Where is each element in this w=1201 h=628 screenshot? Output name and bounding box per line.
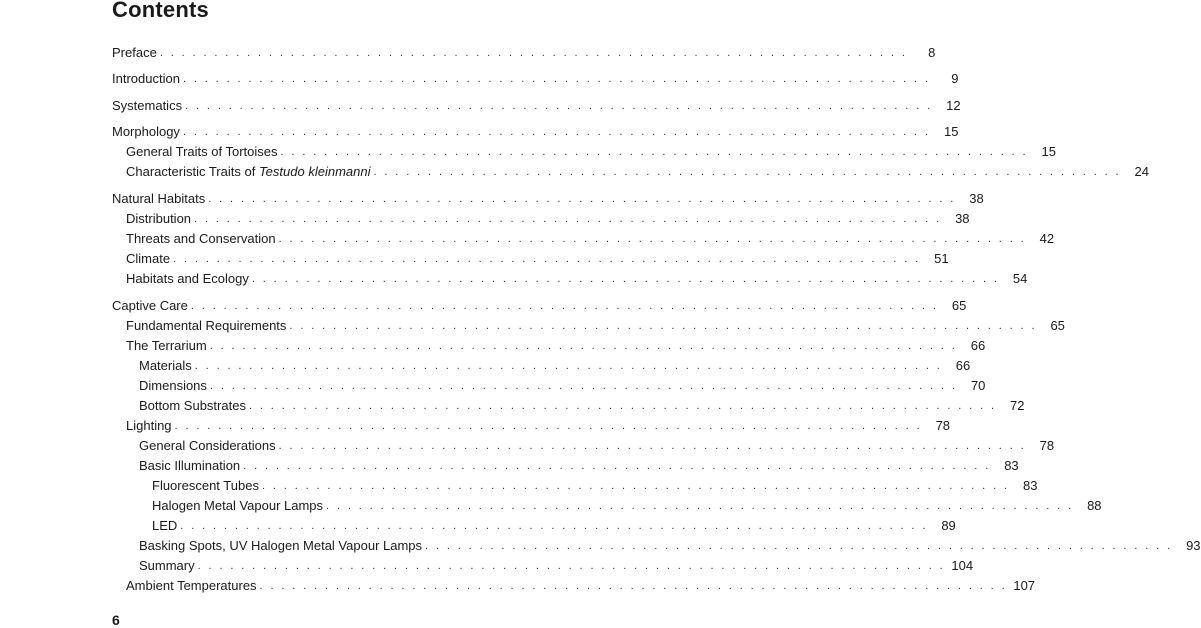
toc-entry-halogen-lamps[interactable] (152, 496, 1102, 514)
toc-entry-natural-habitats[interactable] (112, 189, 984, 207)
toc-entry-page: 42 (1039, 231, 1055, 246)
dot-leader: . . . . . . . . . . . . . . . . . . . . . . . . . . . . . . . . . . . . . . . . . . . . . . . . . . . . . . . . . . . . . . . . . . . . . (243, 460, 991, 472)
toc-entry-label: Fundamental Requirements (126, 318, 287, 333)
toc-entry-label: Climate (126, 251, 171, 266)
dot-leader: . . . . . . . . . . . . . . . . . . . . . . . . . . . . . . . . . . . . . . . . . . . . . . . . . . . . . . . . . . . . . . . . . . . . . (185, 100, 933, 112)
toc-entry-page: 15 (943, 124, 959, 139)
toc-entry-summary[interactable] (139, 556, 974, 574)
toc-entry-page: 15 (1041, 144, 1056, 159)
toc-entry-page: 83 (1022, 478, 1038, 493)
toc-entry-page: 54 (1012, 271, 1028, 286)
toc-entry-label: Preface (112, 45, 157, 60)
toc-entry-label: General Considerations (139, 438, 276, 453)
toc-entry-fundamental-requirements[interactable] (126, 316, 1065, 334)
dot-leader: . . . . . . . . . . . . . . . . . . . . . . . . . . . . . . . . . . . . . . . . . . . . . . . . . . . . . . . . . . . . . . . . . . . . . (373, 166, 1121, 178)
toc-entry-page: 66 (970, 338, 986, 353)
toc-entry-label: Bottom Substrates (139, 398, 246, 413)
toc-entry-page: 9 (951, 71, 959, 86)
toc-entry-threats[interactable] (126, 229, 1055, 247)
toc-entry-materials[interactable] (139, 356, 971, 374)
dot-leader: . . . . . . . . . . . . . . . . . . . . . . . . . . . . . . . . . . . . . . . . . . . . . . . . . . . . . . . . . . . . . . . . . . . . . (180, 520, 928, 532)
species-name: Testudo kleinmanni (258, 164, 371, 179)
toc-entry-page: 65 (1050, 318, 1065, 333)
dot-leader: . . . . . . . . . . . . . . . . . . . . . . . . . . . . . . . . . . . . . . . . . . . . . . . . . . . . . . . . . . . . . . . . . . . . . (248, 400, 997, 412)
toc-entry-page: 51 (934, 251, 949, 266)
toc-entry-basic-illumination[interactable] (139, 456, 1019, 474)
toc-entry-page: 70 (970, 378, 986, 393)
dot-leader: . . . . . . . . . . . . . . . . . . . . . . . . . . . . . . . . . . . . . . . . . . . . . . . . . . . . . . . . . . . . . . . . . . . . . (289, 320, 1037, 332)
toc-entry-ambient-temperatures[interactable] (126, 576, 1036, 594)
dot-leader: . . . . . . . . . . . . . . . . . . . . . . . . . . . . . . . . . . . . . . . . . . . . . . . . . . . . . . . . . . . . . . . . . . . . . (251, 273, 1000, 285)
toc-entry-morphology[interactable] (112, 122, 959, 140)
toc-entry-page: 104 (951, 558, 974, 573)
dot-leader: . . . . . . . . . . . . . . . . . . . . . . . . . . . . . . . . . . . . . . . . . . . . . . . . . . . . . . . . . . . . . . . . . . . . . (209, 380, 958, 392)
toc-entry-page: 78 (1039, 438, 1055, 453)
toc-entry-general-considerations[interactable] (139, 436, 1055, 454)
dot-leader: . . . . . . . . . . . . . . . . . . . . . . . . . . . . . . . . . . . . . . . . . . . . . . . . . . . . . . . . . . . . . . . . . . . . . (174, 420, 923, 432)
dot-leader: . . . . . . . . . . . . . . . . . . . . . . . . . . . . . . . . . . . . . . . . . . . . . . . . . . . . . . . . . . . . . . . . . . . . . (278, 233, 1027, 245)
toc-entry-page: 88 (1087, 498, 1102, 513)
toc-entry-page: 72 (1009, 398, 1025, 413)
dot-leader: . . . . . . . . . . . . . . . . . . . . . . . . . . . . . . . . . . . . . . . . . . . . . . . . . . . . . . . . . . . . . . . . . . . . . (194, 360, 943, 372)
toc-entry-page: 38 (969, 191, 984, 206)
toc-entry-led[interactable] (152, 516, 956, 534)
dot-leader: . . . . . . . . . . . . . . . . . . . . . . . . . . . . . . . . . . . . . . . . . . . . . . . . . . . . . . . . . . . . . . . . . . . . . (209, 340, 958, 352)
toc-entry-introduction[interactable] (112, 69, 959, 87)
dot-leader: . . . . . . . . . . . . . . . . . . . . . . . . . . . . . . . . . . . . . . . . . . . . . . . . . . . . . . . . . . . . . . . . . . . . . (182, 73, 931, 85)
toc-entry-page: 8 (928, 45, 936, 60)
toc-entry-lighting[interactable] (126, 416, 951, 434)
dot-leader: . . . . . . . . . . . . . . . . . . . . . . . . . . . . . . . . . . . . . . . . . . . . . . . . . . . . . . . . . . . . . . . . . . . . . (182, 126, 931, 138)
toc-entry-dimensions[interactable] (139, 376, 986, 394)
toc-entry-page: 78 (935, 418, 951, 433)
toc-entry-page: 93 (1186, 538, 1201, 553)
page-title: Contents (112, 0, 209, 22)
toc-entry-page: 65 (951, 298, 967, 313)
toc-entry-label: Dimensions (139, 378, 207, 393)
toc-entry-label: Summary (139, 558, 195, 573)
toc-entry-label: Introduction (112, 71, 180, 86)
toc-entry-label: General Traits of Tortoises (126, 144, 278, 159)
toc-entry-page: 107 (1013, 578, 1036, 593)
toc-entry-systematics[interactable] (112, 96, 961, 114)
toc-entry-page: 12 (946, 98, 961, 113)
dot-leader: . . . . . . . . . . . . . . . . . . . . . . . . . . . . . . . . . . . . . . . . . . . . . . . . . . . . . . . . . . . . . . . . . . . . . (190, 300, 939, 312)
toc-entry-label: LED (152, 518, 178, 533)
toc-entry-distribution[interactable] (126, 209, 970, 227)
toc-entry-label: Basking Spots, UV Halogen Metal Vapour Lamps (139, 538, 423, 553)
toc-entry-page: 89 (941, 518, 956, 533)
toc-entry-habitats-ecology[interactable] (126, 269, 1028, 287)
dot-leader: . . . . . . . . . . . . . . . . . . . . . . . . . . . . . . . . . . . . . . . . . . . . . . . . . . . . . . . . . . . . . . . . . . . . . (208, 193, 956, 205)
dot-leader: . . . . . . . . . . . . . . . . . . . . . . . . . . . . . . . . . . . . . . . . . . . . . . . . . . . . . . . . . . . . . . . . . . . . . (425, 540, 1173, 552)
toc-entry-terrarium[interactable] (126, 336, 986, 354)
toc-entry-label: The Terrarium (126, 338, 207, 353)
toc-entry-page: 66 (955, 358, 971, 373)
toc-entry-label: Halogen Metal Vapour Lamps (152, 498, 324, 513)
toc-entry-label: Threats and Conservation (126, 231, 276, 246)
dot-leader: . . . . . . . . . . . . . . . . . . . . . . . . . . . . . . . . . . . . . . . . . . . . . . . . . . . . . . . . . . . . . . . . . . . . . (194, 213, 942, 225)
toc-entry-climate[interactable] (126, 249, 949, 267)
toc-entry-general-traits[interactable] (126, 142, 1056, 160)
toc-entry-preface[interactable] (112, 43, 936, 61)
toc-entry-page: 83 (1004, 458, 1019, 473)
toc-entry-page: 38 (955, 211, 970, 226)
toc-entry-label: Fluorescent Tubes (152, 478, 259, 493)
toc-entry-label: Natural Habitats (112, 191, 206, 206)
toc-entry-label: Systematics (112, 98, 183, 113)
dot-leader: . . . . . . . . . . . . . . . . . . . . . . . . . . . . . . . . . . . . . . . . . . . . . . . . . . . . . . . . . . . . . . . . . . . . . (261, 480, 1010, 492)
dot-leader: . . . . . . . . . . . . . . . . . . . . . . . . . . . . . . . . . . . . . . . . . . . . . . . . . . . . . . . . . . . . . . . . . . . . . (278, 440, 1027, 452)
dot-leader: . . . . . . . . . . . . . . . . . . . . . . . . . . . . . . . . . . . . . . . . . . . . . . . . . . . . . . . . . . . . . . . . . . . . . (280, 146, 1028, 158)
toc-entry-label: Basic Illumination (139, 458, 241, 473)
toc-entry-label: Habitats and Ecology (126, 271, 249, 286)
page-number: 6 (112, 612, 120, 628)
toc-entry-bottom-substrates[interactable] (139, 396, 1025, 414)
toc-entry-label: Lighting (126, 418, 172, 433)
dot-leader: . . . . . . . . . . . . . . . . . . . . . . . . . . . . . . . . . . . . . . . . . . . . . . . . . . . . . . . . . . . . . . . . . . . . . (197, 560, 946, 572)
toc-entry-label: Captive Care (112, 298, 188, 313)
label-prefix: Characteristic Traits of (126, 164, 259, 179)
toc-entry-label: Materials (139, 358, 192, 373)
toc-entry-label (126, 164, 373, 180)
dot-leader: . . . . . . . . . . . . . . . . . . . . . . . . . . . . . . . . . . . . . . . . . . . . . . . . . . . . . . . . . . . . . . . . . . . . . (259, 580, 1008, 592)
dot-leader: . . . . . . . . . . . . . . . . . . . . . . . . . . . . . . . . . . . . . . . . . . . . . . . . . . . . . . . . . . . . . . . . . . . . . (173, 253, 921, 265)
toc-entry-fluorescent-tubes[interactable] (152, 476, 1038, 494)
toc-entry-label: Ambient Temperatures (126, 578, 257, 593)
toc-entry-captive-care[interactable] (112, 296, 967, 314)
toc-entry-page: 24 (1134, 164, 1149, 179)
dot-leader: . . . . . . . . . . . . . . . . . . . . . . . . . . . . . . . . . . . . . . . . . . . . . . . . . . . . . . . . . . . . . . . . . . . . . (326, 500, 1074, 512)
toc-entry-basking-spots[interactable] (139, 536, 1201, 554)
dot-leader: . . . . . . . . . . . . . . . . . . . . . . . . . . . . . . . . . . . . . . . . . . . . . . . . . . . . . . . . . . . . . . . . . . . . . (159, 47, 908, 59)
toc-entry-label: Morphology (112, 124, 180, 139)
toc-entry-label: Distribution (126, 211, 192, 226)
toc-entry-characteristic-traits[interactable] (126, 162, 1149, 180)
